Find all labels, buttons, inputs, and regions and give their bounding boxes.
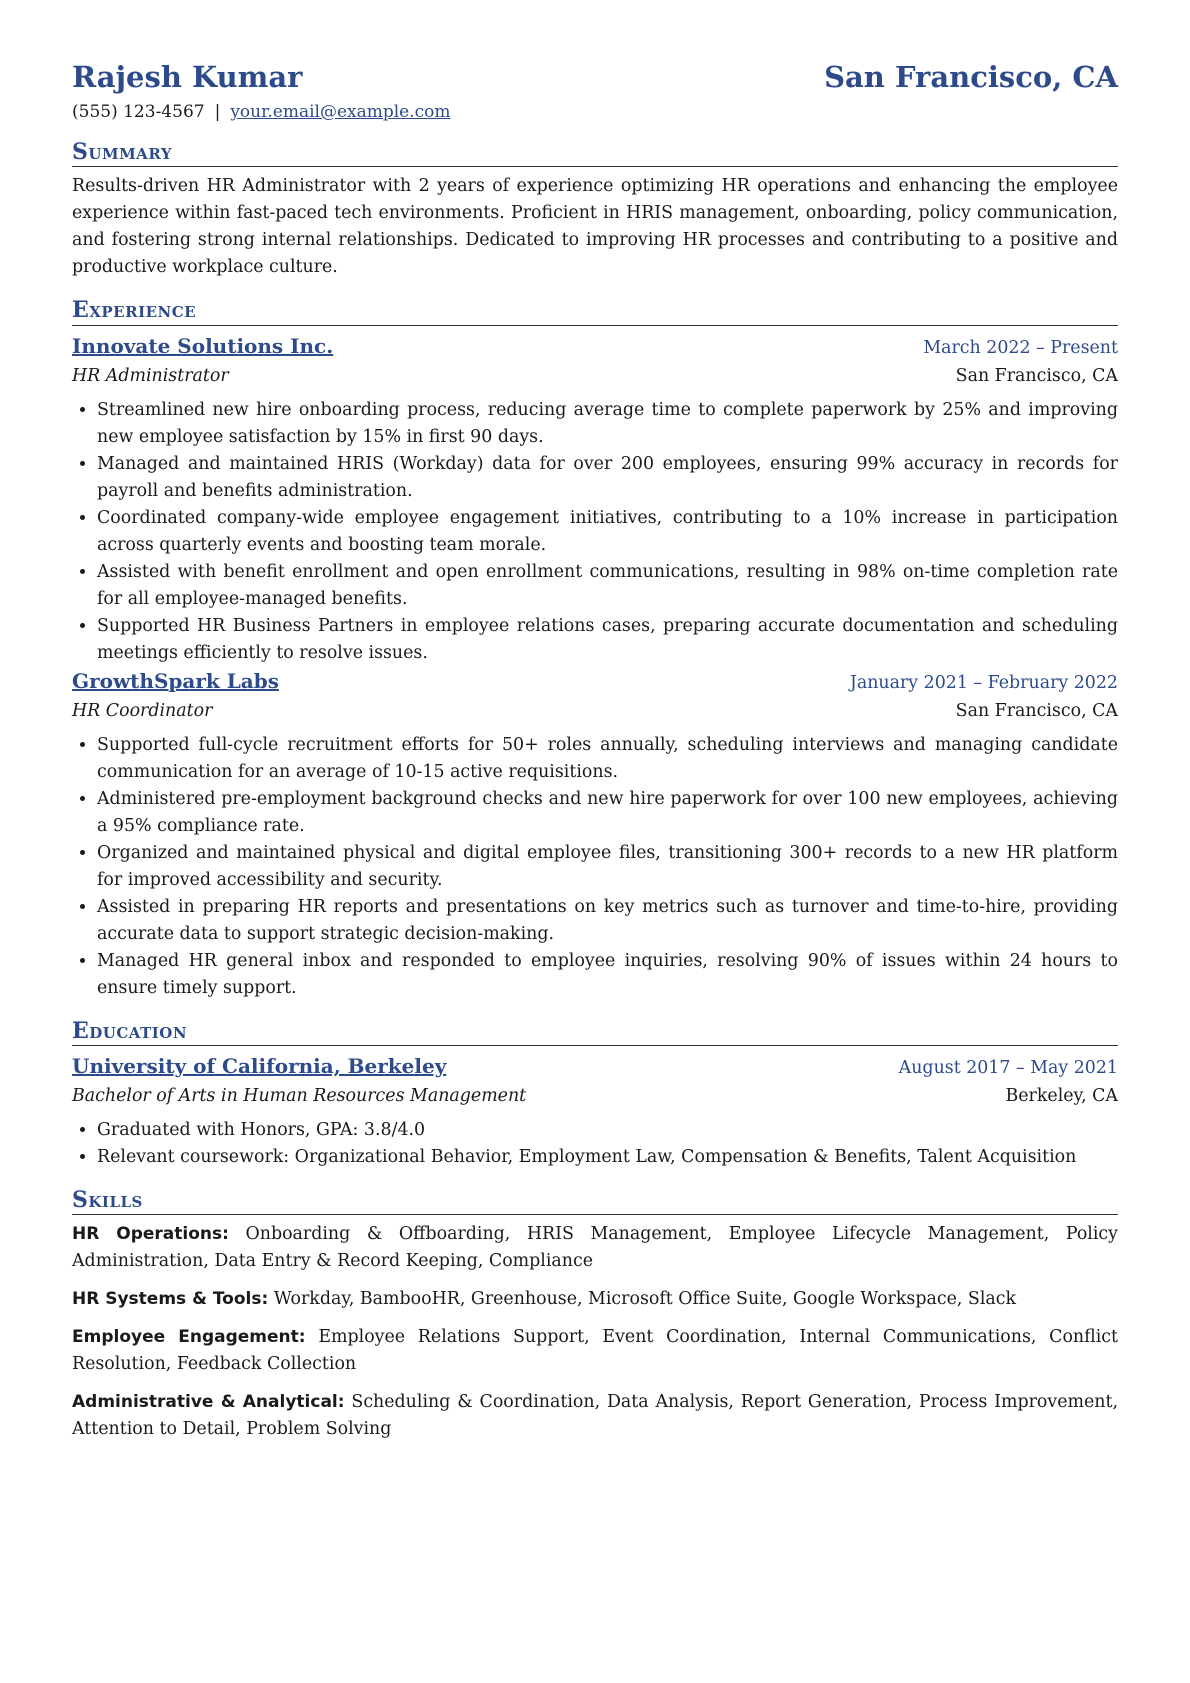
- skill-label: Employee Engagement:: [72, 1327, 306, 1348]
- job-dates: January 2021 – February 2022: [849, 672, 1118, 693]
- skill-label: HR Operations:: [72, 1224, 229, 1245]
- entry-header: [72, 332, 1118, 363]
- education-dates: August 2017 – May 2021: [898, 1058, 1118, 1079]
- bullet-item: • Supported HR Business Partners in employee relations cases, preparing accurate documentation and scheduling meetings efficiently to resolve issues.: [97, 613, 1118, 667]
- school-name[interactable]: University of California, Berkeley: [72, 1054, 447, 1079]
- contact-separator: |: [214, 101, 221, 122]
- experience-heading: Experience: [72, 297, 1118, 325]
- skill-items: Workday, BambooHR, Greenhouse, Microsoft Office Suite, Google Workspace, Slack: [273, 1289, 1017, 1310]
- company-name[interactable]: GrowthSpark Labs: [72, 668, 279, 693]
- entry-header: [72, 667, 1118, 698]
- candidate-name: Rajesh Kumar: [72, 60, 303, 94]
- bullet-item: • Administered pre-employment background checks and new hire paperwork for over 100 new employees, achieving a 95% compliance rate.: [97, 786, 1118, 840]
- skill-items: Scheduling & Coordination, Data Analysis, Report Generation, Process Improvement, Attention to Detail, Problem Solving: [72, 1392, 1118, 1440]
- job-bullets: [72, 397, 1118, 667]
- bullet-item: • Organized and maintained physical and digital employee files, transitioning 300+ records to a new HR platform for improved accessibility and security.: [97, 840, 1118, 894]
- job-title: HR Coordinator: [72, 700, 213, 721]
- candidate-location: San Francisco, CA: [824, 60, 1118, 94]
- bullet-item: • Coordinated company-wide employee engagement initiatives, contributing to a 10% increase in participation across quarterly events and boosting team morale.: [97, 505, 1118, 559]
- skill-group: [72, 1389, 1118, 1443]
- education-heading: Education: [72, 1018, 1118, 1046]
- company-name[interactable]: Innovate Solutions Inc.: [72, 333, 334, 358]
- bullet-item: • Managed HR general inbox and responded to employee inquiries, resolving 90% of issues within 24 hours to ensure timely support.: [97, 948, 1118, 1002]
- job-title: HR Administrator: [72, 365, 229, 386]
- bullet-item: • Assisted in preparing HR reports and presentations on key metrics such as turnover and time-to-hire, providing accurate data to support strategic decision-making.: [97, 894, 1118, 948]
- education-entry: [72, 1052, 1118, 1171]
- experience-entry: [72, 332, 1118, 667]
- bullet-item: • Assisted with benefit enrollment and open enrollment communications, resulting in 98% on-time completion rate for all employee-managed benefits.: [97, 559, 1118, 613]
- job-bullets: [72, 732, 1118, 1002]
- skills-heading: Skills: [72, 1187, 1118, 1215]
- entry-subheader: [72, 698, 1118, 725]
- bullet-item: • Relevant coursework: Organizational Behavior, Employment Law, Compensation & Benefits, Talent Acquisition: [97, 1144, 1118, 1171]
- degree-title: Bachelor of Arts in Human Resources Management: [72, 1086, 527, 1107]
- entry-subheader: [72, 363, 1118, 390]
- resume-header: [72, 60, 1118, 95]
- experience-entry: [72, 667, 1118, 1002]
- bullet-item: • Streamlined new hire onboarding process, reducing average time to complete paperwork by 25% and improving new employee satisfaction by 15% in first 90 days.: [97, 397, 1118, 451]
- skill-group: [72, 1324, 1118, 1378]
- job-dates: March 2022 – Present: [923, 337, 1118, 358]
- job-location: San Francisco, CA: [955, 365, 1118, 386]
- summary-text: Results-driven HR Administrator with 2 years of experience optimizing HR operations and enhancing the employee experience within fast-paced tech environments. Proficient in HRIS management, onboarding, policy communication, and fostering strong internal relationships. Dedicated to improving HR processes and contributing to a positive and productive workplace culture.: [72, 176, 1118, 278]
- skill-label: HR Systems & Tools:: [72, 1289, 269, 1310]
- job-location: San Francisco, CA: [955, 700, 1118, 721]
- phone-number: (555) 123-4567: [72, 101, 205, 122]
- skill-label: Administrative & Analytical:: [72, 1392, 345, 1413]
- skill-items: Onboarding & Offboarding, HRIS Management, Employee Lifecycle Management, Policy Administration, Data Entry & Record Keeping, Compliance: [72, 1224, 1118, 1272]
- bullet-item: • Graduated with Honors, GPA: 3.8/4.0: [97, 1117, 1118, 1144]
- school-location: Berkeley, CA: [1005, 1086, 1118, 1107]
- skill-items: Employee Relations Support, Event Coordination, Internal Communications, Conflict Resolution, Feedback Collection: [72, 1327, 1119, 1375]
- summary-heading: Summary: [72, 139, 1118, 167]
- skill-group: [72, 1286, 1118, 1313]
- skill-group: [72, 1221, 1118, 1275]
- education-bullets: [72, 1117, 1118, 1171]
- contact-line: [72, 101, 1118, 123]
- entry-subheader: [72, 1083, 1118, 1110]
- bullet-item: • Supported full-cycle recruitment efforts for 50+ roles annually, scheduling interviews and managing candidate communication for an average of 10-15 active requisitions.: [97, 732, 1118, 786]
- email-link[interactable]: your.email@example.com: [230, 101, 451, 122]
- bullet-item: • Managed and maintained HRIS (Workday) data for over 200 employees, ensuring 99% accuracy in records for payroll and benefits administration.: [97, 451, 1118, 505]
- entry-header: [72, 1052, 1118, 1083]
